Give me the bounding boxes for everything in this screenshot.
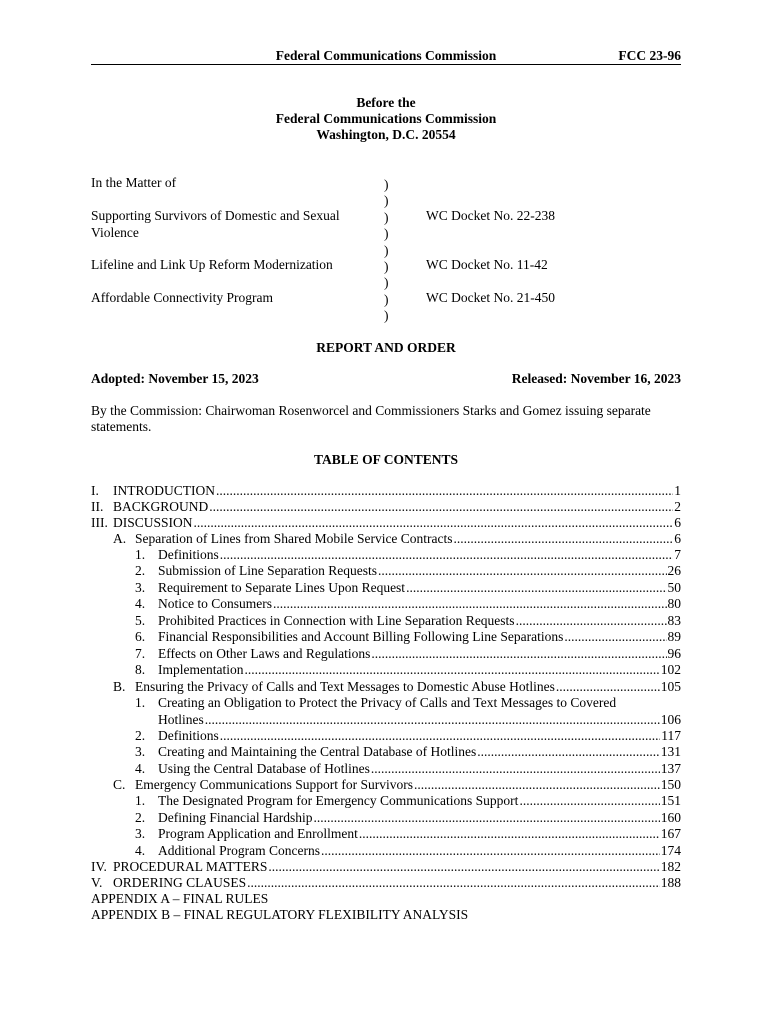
toc-entry-number: 5. <box>135 613 146 628</box>
toc-leader-dots <box>556 679 660 695</box>
toc-entry-text[interactable]: Using the Central Database of Hotlines <box>158 761 370 776</box>
toc-title: TABLE OF CONTENTS <box>313 452 459 467</box>
matter-survivors-cont: Violence <box>91 225 139 240</box>
toc-page-number: 102 <box>660 662 681 677</box>
toc-leader-dots <box>359 826 660 842</box>
header-doc-number: FCC 23-96 <box>618 48 681 63</box>
toc-entry-number: 3. <box>135 744 146 759</box>
docket-11-42: WC Docket No. 11-42 <box>426 257 548 272</box>
toc-entry[interactable] <box>158 793 681 809</box>
toc-entry[interactable] <box>135 679 681 695</box>
toc-entry[interactable] <box>158 613 681 629</box>
toc-page-number: 106 <box>660 712 681 727</box>
toc-entry-text[interactable]: Definitions <box>158 547 219 562</box>
toc-entry[interactable] <box>158 712 681 728</box>
toc-entry[interactable] <box>158 761 681 777</box>
toc-entry-number: C. <box>113 777 126 792</box>
toc-leader-dots <box>273 596 667 612</box>
toc-leader-dots <box>268 859 659 875</box>
toc-entry-text[interactable]: Requirement to Separate Lines Upon Request <box>158 580 406 595</box>
toc-entry-number: B. <box>113 679 126 694</box>
toc-entry[interactable] <box>158 843 681 859</box>
toc-page-number: 174 <box>660 843 681 858</box>
header-agency: Federal Communications Commission <box>275 48 497 63</box>
toc-entry-number: 2. <box>135 563 146 578</box>
toc-entry[interactable] <box>113 875 681 891</box>
paren: ) <box>384 291 389 307</box>
paren: ) <box>384 275 389 291</box>
toc-entry-text[interactable]: INTRODUCTION <box>113 483 215 498</box>
toc-leader-dots <box>220 547 674 563</box>
matter-acp: Affordable Connectivity Program <box>91 290 273 305</box>
toc-page-number: 117 <box>661 728 681 743</box>
toc-entry[interactable] <box>158 728 681 744</box>
toc-leader-dots <box>220 728 661 744</box>
before-line1: Before the <box>356 95 416 110</box>
toc-entry-number: 4. <box>135 843 146 858</box>
toc-entry-number: 6. <box>135 629 146 644</box>
in-the-matter: In the Matter of <box>91 175 177 190</box>
toc-leader-dots <box>205 712 660 728</box>
toc-page-number: 96 <box>667 646 681 661</box>
before-line3: Washington, D.C. 20554 <box>316 127 456 142</box>
toc-page-number: 131 <box>660 744 681 759</box>
toc-entry-text[interactable]: The Designated Program for Emergency Communications Support <box>158 793 519 808</box>
toc-page-number: 182 <box>660 859 681 874</box>
toc-entry[interactable] <box>113 515 681 531</box>
toc-page-number: 137 <box>660 761 681 776</box>
toc-entry-text[interactable]: Notice to Consumers <box>158 596 272 611</box>
toc-leader-dots <box>516 613 667 629</box>
appendix-a[interactable]: APPENDIX A – FINAL RULES <box>91 891 269 906</box>
before-block <box>91 95 681 143</box>
toc-page-number: 160 <box>660 810 681 825</box>
before-line2: Federal Communications Commission <box>275 111 497 126</box>
matter-survivors: Supporting Survivors of Domestic and Sexual <box>91 208 340 223</box>
adopted-date: Adopted: November 15, 2023 <box>91 371 259 386</box>
toc-entry-number: 1. <box>135 695 146 710</box>
toc-entry-number: 3. <box>135 826 146 841</box>
toc-page-number: 150 <box>660 777 681 792</box>
toc-entry-number: V. <box>91 875 103 890</box>
toc-entry-text[interactable]: Definitions <box>158 728 219 743</box>
toc-entry[interactable] <box>158 563 681 579</box>
matter-lifeline: Lifeline and Link Up Reform Modernization <box>91 257 333 272</box>
toc-entry-number: 1. <box>135 547 146 562</box>
toc-entry-text[interactable]: Additional Program Concerns <box>158 843 320 858</box>
toc-page-number: 167 <box>660 826 681 841</box>
toc-leader-dots <box>216 483 673 499</box>
toc-page-number: 80 <box>667 596 681 611</box>
toc-page-number: 6 <box>674 531 681 546</box>
toc-entry[interactable] <box>158 547 681 563</box>
toc-leader-dots <box>371 646 666 662</box>
toc-entry[interactable] <box>113 859 681 875</box>
docket-22-238: WC Docket No. 22-238 <box>426 208 555 223</box>
toc-entry-text[interactable]: Separation of Lines from Shared Mobile Service Contracts <box>135 531 453 546</box>
toc-leader-dots <box>209 499 673 515</box>
toc-leader-dots <box>519 793 659 809</box>
paren: ) <box>384 226 389 242</box>
toc-entry-text[interactable]: Creating and Maintaining the Central Database of Hotlines <box>158 744 477 759</box>
toc-leader-dots <box>414 777 660 793</box>
toc-leader-dots <box>477 744 659 760</box>
toc-entry-number: 8. <box>135 662 146 677</box>
toc-entry-text[interactable]: Prohibited Practices in Connection with Line Separation Requests <box>158 613 515 628</box>
toc-leader-dots <box>371 761 660 777</box>
toc-page-number: 6 <box>674 515 681 530</box>
toc-entry-text[interactable]: Effects on Other Laws and Regulations <box>158 646 371 661</box>
toc-leader-dots <box>313 810 659 826</box>
toc-entry[interactable] <box>158 596 681 612</box>
toc-entry-number: III. <box>91 515 108 530</box>
toc-entry[interactable] <box>158 662 681 678</box>
toc-entry-text[interactable]: Financial Responsibilities and Account Billing Following Line Separations <box>158 629 564 644</box>
paren: ) <box>384 308 389 324</box>
toc-entry-text[interactable]: BACKGROUND <box>113 499 209 514</box>
toc-page-number: 2 <box>674 499 681 514</box>
toc-entry-text[interactable]: DISCUSSION <box>113 515 193 530</box>
toc-leader-dots <box>247 875 660 891</box>
toc-entry-number: 4. <box>135 761 146 776</box>
toc-leader-dots <box>321 843 660 859</box>
toc-entry[interactable] <box>158 629 681 645</box>
toc-leader-dots <box>194 515 674 531</box>
toc-entry[interactable] <box>158 826 681 842</box>
appendix-b[interactable]: APPENDIX B – FINAL REGULATORY FLEXIBILITY ANALYSIS <box>91 907 469 922</box>
toc-page-number: 83 <box>667 613 681 628</box>
toc-entry-text[interactable]: Submission of Line Separation Requests <box>158 563 377 578</box>
toc-entry-number: 3. <box>135 580 146 595</box>
paren: ) <box>384 209 389 225</box>
toc-entry-text[interactable]: ORDERING CLAUSES <box>113 875 247 890</box>
by-commission-statement: By the Commission: Chairwoman Rosenworcel and Commissioners Starks and Gomez issuing separate statements. <box>91 403 651 434</box>
toc-entry-number: 1. <box>135 793 146 808</box>
toc-entry-text[interactable]: Program Application and Enrollment <box>158 826 358 841</box>
toc-entry-text[interactable]: PROCEDURAL MATTERS <box>113 859 268 874</box>
toc-page-number: 188 <box>660 875 681 890</box>
toc-entry[interactable] <box>113 499 681 515</box>
toc-entry-number: II. <box>91 499 104 514</box>
toc-entry-text[interactable]: Creating an Obligation to Protect the Privacy of Calls and Text Messages to Covered <box>158 695 617 710</box>
toc-entry-text[interactable]: Defining Financial Hardship <box>158 810 313 825</box>
toc-page-number: 105 <box>660 679 681 694</box>
toc-entry[interactable] <box>135 777 681 793</box>
paren: ) <box>384 258 389 274</box>
toc-entry-number: IV. <box>91 859 107 874</box>
toc-entry-text[interactable]: Ensuring the Privacy of Calls and Text Messages to Domestic Abuse Hotlines <box>135 679 555 694</box>
toc-leader-dots <box>244 662 659 678</box>
toc-leader-dots <box>454 531 674 547</box>
paren: ) <box>384 242 389 258</box>
toc-entry-text[interactable]: Implementation <box>158 662 244 677</box>
released-date: Released: November 16, 2023 <box>511 371 681 386</box>
docket-21-450: WC Docket No. 21-450 <box>426 290 555 305</box>
toc-leader-dots <box>406 580 666 596</box>
toc-leader-dots <box>378 563 667 579</box>
toc-entry-number: 2. <box>135 810 146 825</box>
toc-entry-number: A. <box>113 531 127 546</box>
paren: ) <box>384 193 389 209</box>
caption-parens <box>384 177 389 325</box>
toc-page-number: 26 <box>667 563 681 578</box>
page-header <box>91 48 681 65</box>
toc-page-number: 50 <box>667 580 681 595</box>
toc-entry[interactable] <box>158 744 681 760</box>
toc-entry-number: 2. <box>135 728 146 743</box>
toc-entry[interactable] <box>158 810 681 826</box>
toc-entry-text[interactable]: Hotlines <box>158 712 204 727</box>
toc-entry[interactable] <box>158 580 681 596</box>
toc-page-number: 151 <box>660 793 681 808</box>
paren: ) <box>384 177 389 192</box>
toc-entry[interactable] <box>135 531 681 547</box>
toc-leader-dots <box>564 629 666 645</box>
toc-entry-text[interactable]: Emergency Communications Support for Survivors <box>135 777 413 792</box>
toc-entry-number: I. <box>91 483 99 498</box>
toc-entry-number: 4. <box>135 596 146 611</box>
toc-page-number: 1 <box>674 483 681 498</box>
toc-page-number: 89 <box>667 629 681 644</box>
toc-page-number: 7 <box>674 547 681 562</box>
toc-entry[interactable] <box>113 483 681 499</box>
toc-entry-number: 7. <box>135 646 146 661</box>
toc-entry[interactable] <box>158 646 681 662</box>
document-title: REPORT AND ORDER <box>316 340 456 355</box>
